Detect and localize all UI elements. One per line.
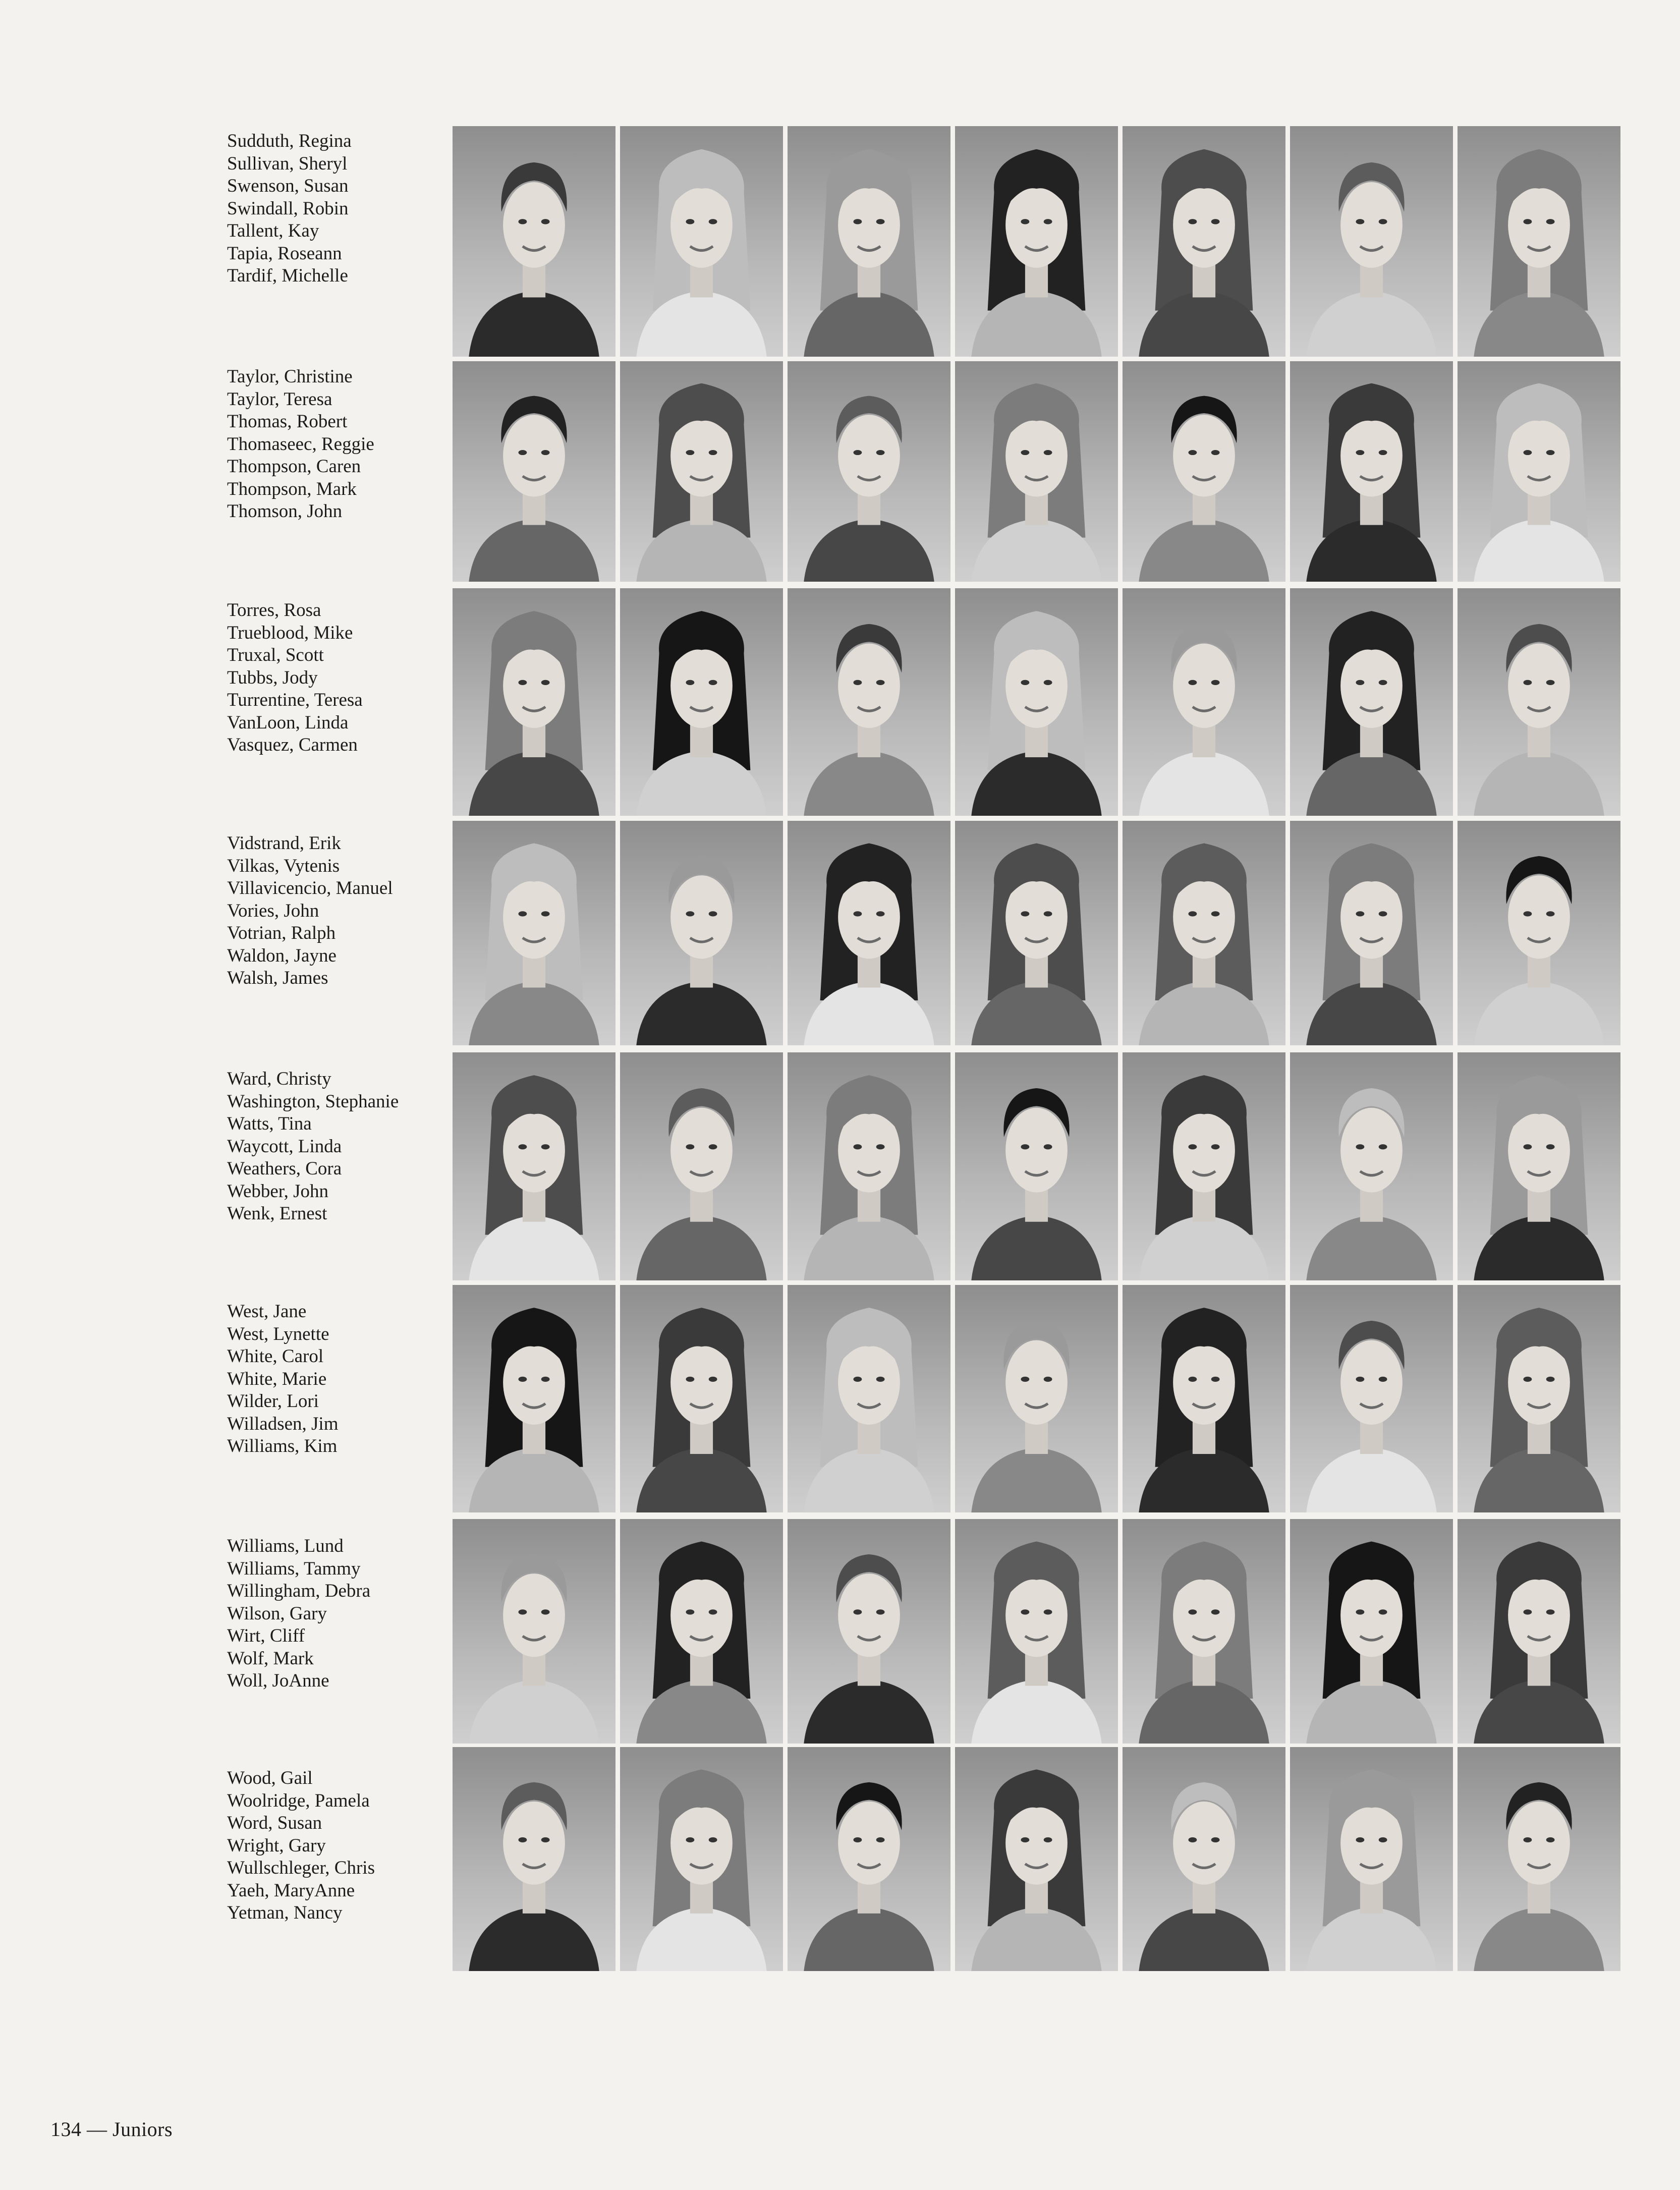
- student-name: Thomas, Robert: [227, 411, 348, 432]
- student-portrait: [955, 821, 1118, 1045]
- student-name: Yetman, Nancy: [227, 1902, 343, 1923]
- student-name: Waldon, Jayne: [227, 945, 337, 966]
- student-name: Thomson, John: [227, 501, 343, 522]
- student-name: West, Lynette: [227, 1323, 329, 1344]
- student-name: Watts, Tina: [227, 1113, 312, 1134]
- student-portrait: [453, 1052, 615, 1280]
- student-portrait: [1123, 821, 1285, 1045]
- student-portrait: [1290, 1052, 1453, 1280]
- student-portrait: [1458, 126, 1620, 357]
- student-portrait: [453, 1747, 615, 1971]
- student-name: Yaeh, MaryAnne: [227, 1880, 355, 1901]
- student-portrait: [453, 821, 615, 1045]
- student-name: Williams, Kim: [227, 1436, 338, 1456]
- student-name: Webber, John: [227, 1181, 329, 1202]
- name-list: [227, 1301, 439, 1458]
- student-portrait: [955, 1052, 1118, 1280]
- student-name: Wilson, Gary: [227, 1603, 327, 1624]
- student-portrait: [1458, 1052, 1620, 1280]
- name-list: [227, 1767, 439, 1925]
- student-name: Tubbs, Jody: [227, 667, 318, 688]
- student-name: Willadsen, Jim: [227, 1413, 339, 1434]
- student-portrait: [1458, 821, 1620, 1045]
- name-list: [227, 599, 439, 757]
- student-name: White, Carol: [227, 1346, 324, 1367]
- student-name: Wright, Gary: [227, 1835, 326, 1856]
- student-name: Weathers, Cora: [227, 1158, 342, 1179]
- student-portrait: [1123, 361, 1285, 582]
- student-portrait: [788, 821, 950, 1045]
- student-portrait: [620, 821, 783, 1045]
- student-name: Thompson, Caren: [227, 456, 361, 477]
- student-name: Vilkas, Vytenis: [227, 855, 340, 876]
- student-portrait: [1290, 126, 1453, 357]
- student-name: Vidstrand, Erik: [227, 833, 341, 854]
- student-name: Waycott, Linda: [227, 1136, 342, 1157]
- student-portrait: [955, 588, 1118, 816]
- student-name: Ward, Christy: [227, 1069, 331, 1089]
- student-portrait: [453, 1519, 615, 1744]
- student-portrait: [1290, 1285, 1453, 1512]
- student-portrait: [788, 1747, 950, 1971]
- student-name: Woll, JoAnne: [227, 1670, 329, 1691]
- page-folio: 134 — Juniors: [50, 2118, 173, 2141]
- student-name: Truxal, Scott: [227, 645, 324, 665]
- student-portrait: [620, 361, 783, 582]
- student-name: Wolf, Mark: [227, 1648, 314, 1669]
- student-name: Sullivan, Sheryl: [227, 153, 348, 174]
- student-name: Swenson, Susan: [227, 176, 349, 196]
- name-list: [227, 1068, 439, 1225]
- student-name: Williams, Lund: [227, 1536, 344, 1556]
- student-name: Torres, Rosa: [227, 600, 321, 621]
- student-portrait: [788, 1519, 950, 1744]
- student-portrait: [453, 1285, 615, 1512]
- student-portrait: [788, 1052, 950, 1280]
- student-portrait: [1123, 126, 1285, 357]
- student-name: Wood, Gail: [227, 1768, 313, 1788]
- student-portrait: [453, 588, 615, 816]
- student-portrait: [1123, 1285, 1285, 1512]
- student-portrait: [1290, 588, 1453, 816]
- student-name: Williams, Tammy: [227, 1558, 361, 1579]
- student-name: Votrian, Ralph: [227, 923, 336, 943]
- student-portrait: [1290, 1519, 1453, 1744]
- student-name: Wilder, Lori: [227, 1391, 319, 1412]
- name-list: [227, 366, 439, 523]
- student-portrait: [1458, 588, 1620, 816]
- student-portrait: [1290, 1747, 1453, 1971]
- student-portrait: [453, 126, 615, 357]
- student-portrait: [1458, 1285, 1620, 1512]
- student-name: White, Marie: [227, 1368, 327, 1389]
- student-name: Wullschleger, Chris: [227, 1858, 375, 1878]
- student-portrait: [1290, 821, 1453, 1045]
- student-portrait: [1123, 1519, 1285, 1744]
- student-portrait: [788, 588, 950, 816]
- student-portrait: [453, 361, 615, 582]
- student-portrait: [620, 588, 783, 816]
- student-portrait: [955, 1285, 1118, 1512]
- student-name: Vasquez, Carmen: [227, 735, 358, 755]
- student-name: Trueblood, Mike: [227, 622, 353, 643]
- student-portrait: [1123, 1747, 1285, 1971]
- student-name: Tapia, Roseann: [227, 243, 342, 264]
- student-portrait: [1458, 361, 1620, 582]
- student-name: Willingham, Debra: [227, 1581, 371, 1601]
- student-name: Wirt, Cliff: [227, 1625, 305, 1646]
- student-name: West, Jane: [227, 1301, 307, 1322]
- student-portrait: [955, 126, 1118, 357]
- name-list: [227, 832, 439, 990]
- student-portrait: [1123, 1052, 1285, 1280]
- student-portrait: [955, 1519, 1118, 1744]
- student-name: Villavicencio, Manuel: [227, 878, 393, 899]
- student-portrait: [1458, 1747, 1620, 1971]
- student-portrait: [788, 126, 950, 357]
- student-name: Taylor, Christine: [227, 366, 353, 387]
- student-portrait: [620, 1052, 783, 1280]
- student-name: Turrentine, Teresa: [227, 690, 363, 710]
- student-portrait: [788, 361, 950, 582]
- student-name: Taylor, Teresa: [227, 388, 332, 410]
- student-portrait: [955, 361, 1118, 582]
- student-portrait: [1458, 1519, 1620, 1744]
- student-portrait: [788, 1285, 950, 1512]
- student-portrait: [620, 1747, 783, 1971]
- student-portrait: [620, 126, 783, 357]
- student-name: Word, Susan: [227, 1813, 322, 1833]
- student-portrait: [955, 1747, 1118, 1971]
- student-name: Tallent, Kay: [227, 220, 319, 241]
- student-name: Tardif, Michelle: [227, 265, 348, 286]
- student-portrait: [1290, 361, 1453, 582]
- student-portrait: [620, 1519, 783, 1744]
- student-name: Thomaseec, Reggie: [227, 433, 374, 455]
- student-name: Wenk, Ernest: [227, 1203, 327, 1224]
- student-name: Sudduth, Regina: [227, 131, 352, 151]
- student-name: Vories, John: [227, 900, 319, 921]
- name-list: [227, 130, 439, 288]
- student-name: Walsh, James: [227, 968, 328, 988]
- student-name: VanLoon, Linda: [227, 712, 349, 733]
- student-name: Swindall, Robin: [227, 198, 349, 219]
- student-portrait: [1123, 588, 1285, 816]
- student-name: Woolridge, Pamela: [227, 1790, 370, 1811]
- student-name: Washington, Stephanie: [227, 1091, 399, 1112]
- name-list: [227, 1535, 439, 1693]
- student-name: Thompson, Mark: [227, 478, 357, 499]
- student-portrait: [620, 1285, 783, 1512]
